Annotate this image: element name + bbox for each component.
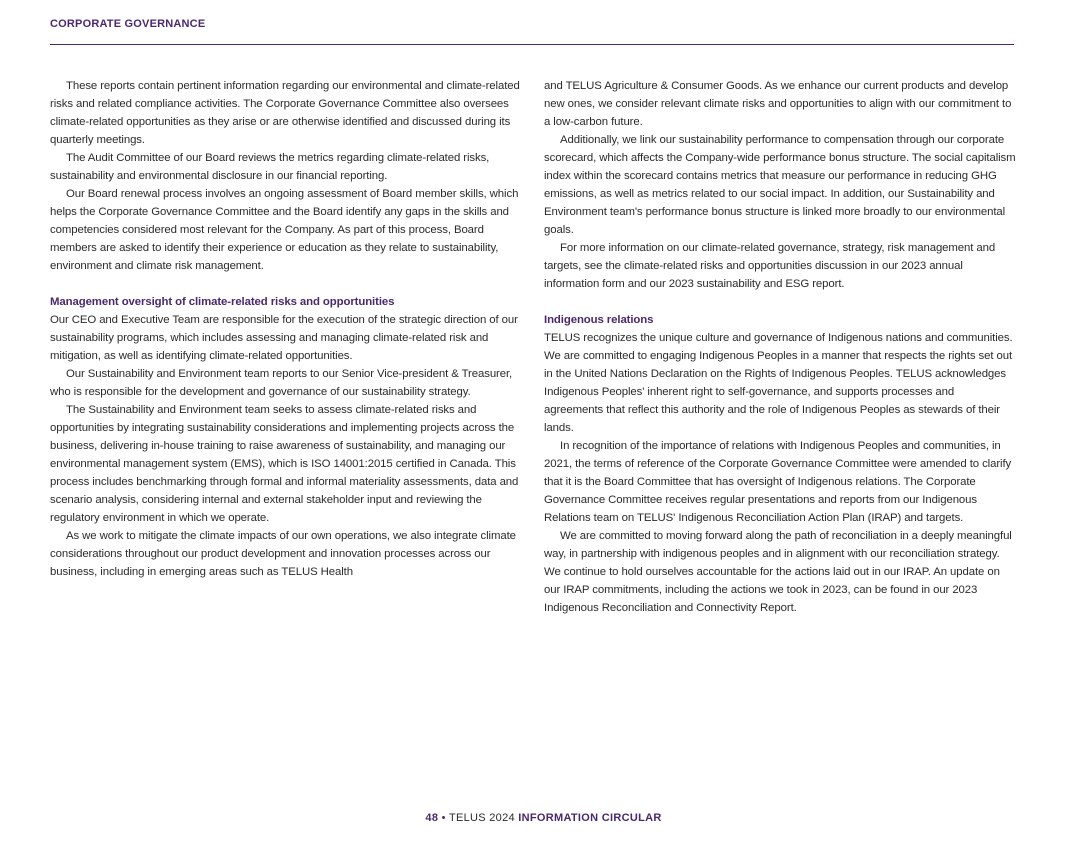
footer-separator: • <box>441 812 446 824</box>
section-header: CORPORATE GOVERNANCE <box>50 18 206 30</box>
left-paragraph-4: Our CEO and Executive Team are responsible for the execution of the strategic direction of our sustainability programs, which includes assessing and managing climate-related risk and mitigation, as well as identifying climate-related opportunities. <box>50 314 518 362</box>
right-paragraph-1: and TELUS Agriculture & Consumer Goods. As we enhance our current products and develop new ones, we consider relevant climate risks and opportunities to align with our commitment to a low-carbon future. <box>544 80 1012 128</box>
header-divider <box>50 44 1014 45</box>
left-paragraph-1: These reports contain pertinent information regarding our environmental and climate-related risks and related compliance activities. The Corporate Governance Committee also oversees climate-related opportunities as they arise or are otherwise identified and discussed during its quarterly meetings. <box>50 80 520 146</box>
left-paragraph-6: The Sustainability and Environment team seeks to assess climate-related risks and opportunities by integrating sustainability considerations and implementing projects across the business, delivering in-house training to raise awareness of sustainability, and managing our environmental management system (EMS), which is ISO 14001:2015 certified in Canada. This process includes benchmarking through formal and informal materiality assessments, data and scenario analysis, considering internal and external stakeholder input and reviewing the regulatory environment in which we operate. <box>50 404 519 524</box>
page-footer <box>0 812 1087 824</box>
right-paragraph-6: We are committed to moving forward along the path of reconciliation in a deeply meaningful way, in partnership with indigenous peoples and in alignment with our reconciliation strategy. We continue to hold ourselves accountable for the actions laid out in our IRAP. An update on our IRAP commitments, including the actions we took in 2023, can be found in our 2023 Indigenous Reconciliation and Connectivity Report. <box>544 530 1012 614</box>
right-paragraph-5: In recognition of the importance of relations with Indigenous Peoples and communities, in 2021, the terms of reference of the Corporate Governance Committee were amended to clarify that it is the Board Committee that has oversight of Indigenous relations. The Corporate Governance Committee receives regular presentations and reports from our Indigenous Relations team on TELUS' Indigenous Reconciliation Action Plan (IRAP) and targets. <box>544 440 1012 524</box>
page-number: 48 <box>425 812 439 824</box>
left-column <box>50 77 520 581</box>
indigenous-relations-heading: Indigenous relations <box>544 314 654 326</box>
left-paragraph-7: As we work to mitigate the climate impacts of our own operations, we also integrate climate considerations throughout our product development and innovation processes across our business, including in emerging areas such as TELUS Health <box>50 530 516 578</box>
left-paragraph-3: Our Board renewal process involves an ongoing assessment of Board member skills, which helps the Corporate Governance Committee and the Board identify any gaps in the skills and competencies considered most relevant for the Company. As part of this process, Board members are asked to identify their experience or education as they relate to sustainability, environment and climate risk management. <box>50 188 519 272</box>
left-paragraph-2: The Audit Committee of our Board reviews the metrics regarding climate-related risks, sustainability and environmental disclosure in our financial reporting. <box>50 152 490 182</box>
left-paragraph-5: Our Sustainability and Environment team reports to our Senior Vice-president & Treasurer, who is responsible for the development and governance of our sustainability strategy. <box>50 368 513 398</box>
right-paragraph-2: Additionally, we link our sustainability performance to compensation through our corporate scorecard, which affects the Company-wide performance bonus structure. The social capitalism index within the scorecard contains metrics that measure our performance in reducing GHG emissions, as well as metrics related to our social impact. In addition, our Sustainability and Environment team's performance bonus structure is linked more broadly to our environmental goals. <box>544 134 1016 236</box>
right-column <box>544 77 1016 617</box>
right-paragraph-3: For more information on our climate-related governance, strategy, risk management and targets, see the climate-related risks and opportunities discussion in our 2023 annual information form and our 2023 sustainability and ESG report. <box>544 242 996 290</box>
right-paragraph-4: TELUS recognizes the unique culture and governance of Indigenous nations and communities. We are committed to engaging Indigenous Peoples in a manner that respects the rights set out in the United Nations Declaration on the Rights of Indigenous Peoples. TELUS acknowledges Indigenous Peoples' inherent right to self-governance, and supports processes and agreements that reflect this authority and the role of Indigenous Peoples as stewards of their lands. <box>544 332 1013 434</box>
footer-publication: TELUS 2024 <box>448 812 515 824</box>
footer-document-title: INFORMATION CIRCULAR <box>518 812 662 824</box>
management-oversight-heading: Management oversight of climate-related risks and opportunities <box>50 296 395 308</box>
